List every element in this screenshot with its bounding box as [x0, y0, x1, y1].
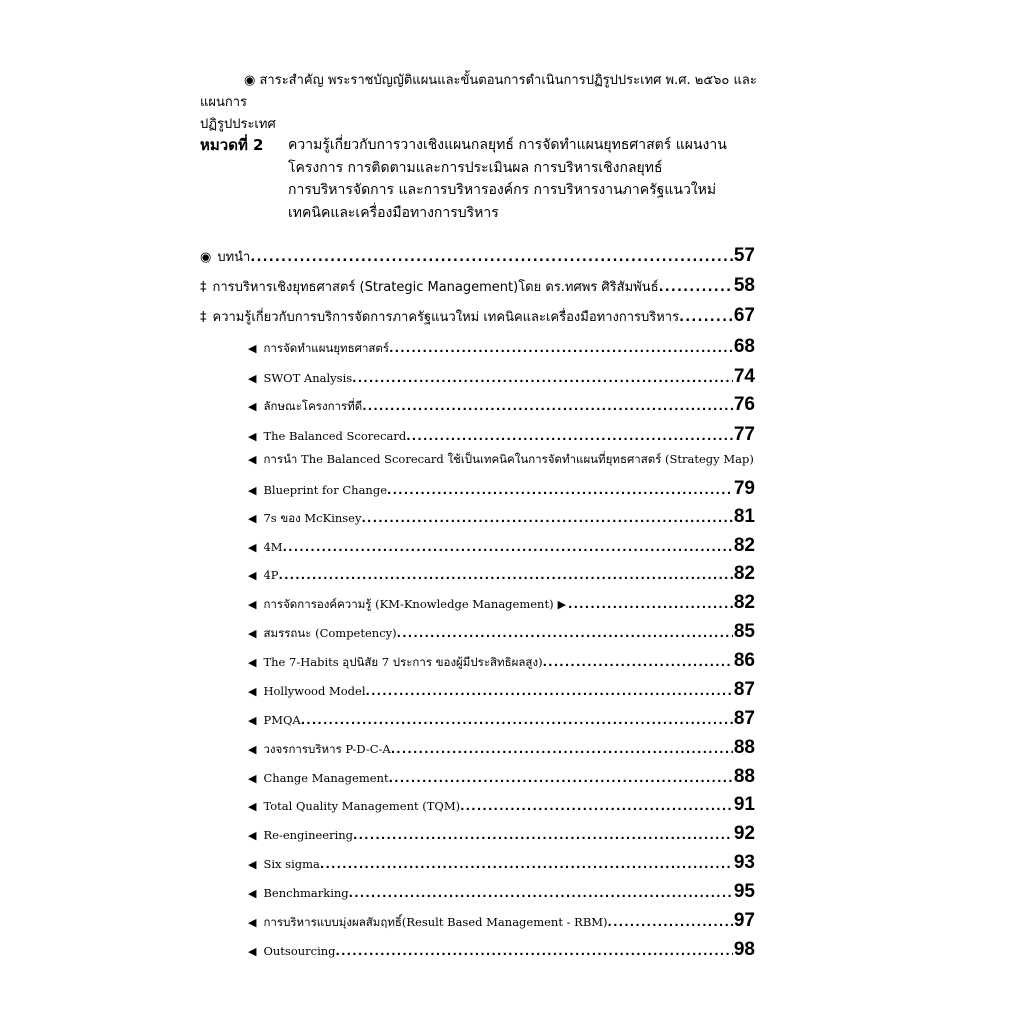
bullet-icon: ◉	[200, 250, 212, 265]
toc-entry-label: Benchmarking	[263, 886, 349, 900]
toc-entry	[248, 794, 755, 816]
toc-entry	[248, 336, 755, 358]
toc-entry-label: บทนำ	[217, 250, 251, 265]
toc-entry	[200, 305, 755, 327]
triangle-left-icon: ◀	[248, 800, 257, 813]
toc-page-number: 92	[733, 823, 755, 844]
toc-entry-label: ความรู้เกี่ยวกับการบริการจัดการภาครัฐแนวใหม่ เทคนิคและเครื่องมือทางการบริหาร	[212, 310, 680, 325]
toc-page-number: 82	[733, 563, 755, 584]
toc-entry-label: การบริหารเชิงยุทธศาสตร์ (Strategic Management)โดย ดร.ทศพร ศิริสัมพันธ์	[212, 280, 659, 295]
toc-entry-label: 4P	[263, 568, 279, 582]
triangle-left-icon: ◀	[248, 656, 257, 669]
dot-leader	[362, 399, 733, 413]
dot-leader	[283, 540, 733, 554]
dot-leader	[568, 597, 733, 611]
triangle-left-icon: ◀	[248, 743, 257, 756]
intro-line-2: ปฏิรูปประเทศ	[200, 117, 276, 132]
toc-entry-label: Re-engineering	[263, 828, 354, 842]
dot-leader	[366, 684, 733, 698]
toc-page-number: 93	[733, 852, 755, 873]
dot-leader	[349, 886, 733, 900]
toc-entry	[248, 592, 755, 614]
toc-entry	[248, 708, 755, 730]
toc-page-number: 82	[733, 535, 755, 556]
toc-entry-label: Total Quality Management (TQM)	[263, 799, 461, 813]
dot-leader	[353, 828, 733, 842]
triangle-left-icon: ◀	[248, 569, 257, 582]
toc-entry-label: PMQA	[263, 713, 301, 727]
toc-entry-label: การจัดทำแผนยุทธศาสตร์	[263, 341, 390, 355]
toc-entry-label: The Balanced Scorecard	[263, 429, 407, 443]
dot-leader	[352, 371, 733, 385]
toc-entry	[248, 910, 755, 932]
section-label: หมวดที่ 2	[200, 136, 264, 154]
toc-entry	[248, 621, 755, 643]
toc-page-number: 98	[733, 939, 755, 960]
triangle-left-icon: ◀	[248, 598, 257, 611]
toc-entry-label: สมรรถนะ (Competency)	[263, 626, 397, 640]
dot-leader	[543, 655, 733, 669]
toc-entry-label: การจัดการองค์ความรู้ (KM-Knowledge Management)	[263, 597, 554, 611]
triangle-left-icon: ◀	[248, 945, 257, 958]
dot-leader	[389, 341, 733, 355]
toc-entry	[248, 366, 755, 388]
double-dagger-icon: ‡	[200, 280, 207, 295]
toc-entry	[248, 679, 755, 701]
dot-leader	[406, 429, 733, 443]
dot-leader	[460, 799, 733, 813]
toc-page-number: 85	[733, 621, 755, 642]
dot-leader	[397, 626, 733, 640]
dot-leader	[301, 713, 733, 727]
toc-page-number: 76	[733, 394, 755, 415]
toc-entry	[248, 939, 755, 961]
toc-page-number: 81	[733, 506, 755, 527]
triangle-left-icon: ◀	[248, 887, 257, 900]
toc-entry	[248, 506, 755, 528]
triangle-left-icon: ◀	[248, 772, 257, 785]
toc-entry-label: การบริหารแบบมุ่งผลสัมฤทธิ์(Result Based Management - RBM)	[263, 915, 608, 929]
section-title-line: การบริหารจัดการ และการบริหารองค์กร การบริหารงานภาครัฐแนวใหม่	[288, 182, 717, 198]
triangle-left-icon: ◀	[248, 512, 257, 525]
triangle-left-icon: ◀	[248, 829, 257, 842]
toc-entry-label: วงจรการบริหาร P-D-C-A	[263, 742, 391, 756]
triangle-left-icon: ◀	[248, 685, 257, 698]
toc-entry-label: Six sigma	[263, 857, 320, 871]
triangle-left-icon: ◀	[248, 372, 257, 385]
triangle-left-icon: ◀	[248, 453, 257, 466]
dot-leader	[387, 483, 733, 497]
toc-entry-label: 4M	[263, 540, 283, 554]
triangle-left-icon: ◀	[248, 916, 257, 929]
triangle-left-icon: ◀	[248, 627, 257, 640]
toc-entry	[248, 852, 755, 874]
toc-page-number: 67	[733, 305, 755, 326]
toc-page-number: 57	[733, 245, 755, 266]
toc-entry	[248, 881, 755, 903]
toc-page-number: 77	[733, 424, 755, 445]
toc-entry-label: Hollywood Model	[263, 684, 366, 698]
toc-page-number: 82	[733, 592, 755, 613]
dot-leader	[679, 310, 733, 325]
toc-page-number: 74	[733, 366, 755, 387]
toc-page-number: 95	[733, 881, 755, 902]
double-dagger-icon: ‡	[200, 310, 207, 325]
toc-entry-label: ลักษณะโครงการที่ดี	[263, 399, 363, 413]
toc-entry	[248, 424, 755, 446]
toc-entry	[248, 478, 755, 500]
section-title-line: ความรู้เกี่ยวกับการวางเชิงแผนกลยุทธ์ การจัดทำแผนยุทธศาสตร์ แผนงาน	[288, 137, 727, 153]
toc-entry	[248, 535, 755, 557]
triangle-left-icon: ◀	[248, 484, 257, 497]
triangle-right-icon: ▶	[557, 598, 567, 611]
toc-page-number: 88	[733, 737, 755, 758]
section-title-line: โครงการ การติดตามและการประเมินผล การบริหารเชิงกลยุทธ์	[288, 159, 663, 176]
intro-paragraph	[200, 70, 790, 136]
triangle-left-icon: ◀	[248, 342, 257, 355]
section-title-line: เทคนิคและเครื่องมือทางการบริหาร	[288, 204, 499, 221]
toc-entry	[248, 650, 755, 672]
section-title	[288, 134, 778, 224]
triangle-left-icon: ◀	[248, 430, 257, 443]
toc-entry	[248, 823, 755, 845]
triangle-left-icon: ◀	[248, 858, 257, 871]
toc-entry	[200, 275, 755, 297]
toc-entry-label: 7s ของ McKinsey	[263, 511, 362, 525]
toc-entry	[248, 766, 755, 788]
dot-leader	[279, 568, 733, 582]
triangle-left-icon: ◀	[248, 541, 257, 554]
triangle-left-icon: ◀	[248, 400, 257, 413]
dot-leader	[389, 771, 733, 785]
dot-leader	[250, 250, 733, 265]
toc-entry	[248, 394, 755, 416]
dot-leader	[391, 742, 733, 756]
toc-entry-label: Blueprint for Change	[263, 483, 387, 497]
toc-entry-label: SWOT Analysis	[263, 371, 353, 385]
toc-page-number: 79	[733, 478, 755, 499]
dot-leader	[336, 944, 733, 958]
dot-leader	[320, 857, 733, 871]
dot-leader	[361, 511, 732, 525]
toc-entry	[248, 451, 755, 469]
toc-page-number: 87	[733, 679, 755, 700]
toc-page-number: 86	[733, 650, 755, 671]
intro-line-1	[200, 70, 790, 114]
toc-page-number: 97	[733, 910, 755, 931]
toc-entry-label: The 7-Habits อุปนิสัย 7 ประการ ของผู้มีประสิทธิผลสูง)	[263, 655, 543, 669]
toc-page-number: 88	[733, 766, 755, 787]
toc-entry-label: Outsourcing	[263, 944, 336, 958]
triangle-left-icon: ◀	[248, 714, 257, 727]
toc-page-number: 68	[733, 336, 755, 357]
bullet-icon: ◉	[244, 73, 256, 88]
toc-page-number: 58	[733, 275, 755, 296]
toc-entry-label: Change Management	[263, 771, 389, 785]
toc-page-number: 91	[733, 794, 755, 815]
dot-leader	[659, 280, 733, 295]
dot-leader	[608, 915, 733, 929]
toc-page-number: 87	[733, 708, 755, 729]
toc-entry	[248, 563, 755, 585]
toc-entry-label: การนำ The Balanced Scorecard ใช้เป็นเทคนิคในการจัดทำแผนที่ยุทธศาสตร์ (Strategy Map)	[263, 452, 754, 466]
toc-entry	[248, 737, 755, 759]
toc-entry	[200, 245, 755, 267]
intro-text-1: สาระสำคัญ พระราชบัญญัติแผนและขั้นตอนการดำเนินการปฏิรูปประเทศ พ.ศ. ๒๕๖๐ และแผนการ	[200, 73, 757, 110]
